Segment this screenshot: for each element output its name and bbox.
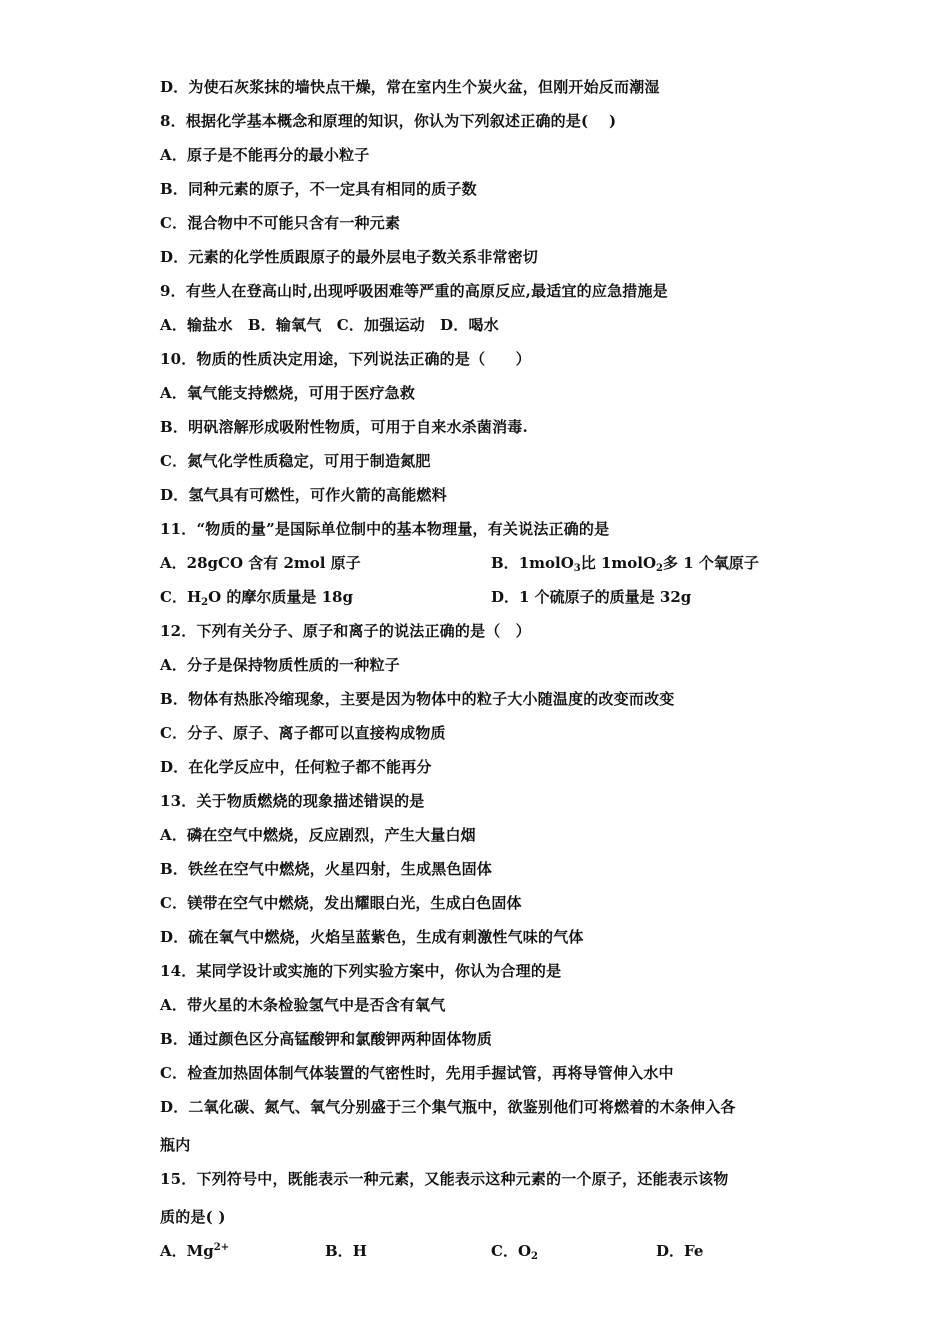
q15-option-b: B．H [325,1242,367,1260]
q15-option-d: D．Fe [656,1242,704,1260]
q9-options: A．输盐水 B．输氧气 C．加强运动 D．喝水 [160,316,499,334]
q14-option-b: B．通过颜色区分高锰酸钾和氯酸钾两种固体物质 [160,1030,493,1048]
q15-stem-continued: 质的是( ) [160,1208,226,1226]
q10-option-a: A．氧气能支持燃烧，可用于医疗急救 [160,384,416,402]
q11-option-d: D．1 个硫原子的质量是 32g [491,588,692,606]
q12-option-d: D．在化学反应中，任何粒子都不能再分 [160,758,432,776]
q12-option-a: A．分子是保持物质性质的一种粒子 [160,656,400,674]
q14-option-c: C．检查加热固体制气体装置的气密性时，先用手握试管，再将导管伸入水中 [160,1064,674,1082]
q14-option-d: D．二氧化碳、氮气、氧气分别盛于三个集气瓶中，欲鉴别他们可将燃着的木条伸入各 [160,1098,736,1116]
q8-stem: 8．根据化学基本概念和原理的知识，你认为下列叙述正确的是( ) [160,112,617,130]
q13-option-a: A．磷在空气中燃烧，反应剧烈，产生大量白烟 [160,826,476,844]
q13-option-b: B．铁丝在空气中燃烧，火星四射，生成黑色固体 [160,860,493,878]
q14-stem: 14．某同学设计或实施的下列实验方案中，你认为合理的是 [160,962,562,980]
q10-option-c: C．氮气化学性质稳定，可用于制造氮肥 [160,452,431,470]
q15-stem: 15．下列符号中，既能表示一种元素，又能表示这种元素的一个原子，还能表示该物 [160,1170,729,1188]
q10-option-d: D．氢气具有可燃性，可作火箭的高能燃料 [160,486,447,504]
q7-option-d: D．为使石灰浆抹的墙快点干燥，常在室内生个炭火盆，但刚开始反而潮湿 [160,78,660,96]
q15-option-a: A．$Mg^{2+}$ [160,1242,230,1260]
q10-stem: 10．物质的性质决定用途，下列说法正确的是（ ） [160,350,531,368]
q13-stem: 13．关于物质燃烧的现象描述错误的是 [160,792,425,810]
q8-option-a: A．原子是不能再分的最小粒子 [160,146,370,164]
q11-option-c: C．$H_2O$ 的摩尔质量是 18g [160,588,353,608]
q11-option-a: A．28gCO 含有 2mol 原子 [160,554,361,572]
q12-option-c: C．分子、原子、离子都可以直接构成物质 [160,724,446,742]
q10-option-b: B．明矾溶解形成吸附性物质，可用于自来水杀菌消毒. [160,418,528,436]
q11-option-b: B．1molO$_3$比 1molO$_2$多 1 个氧原子 [491,554,759,574]
q14-option-a: A．带火星的木条检验氢气中是否含有氧气 [160,996,446,1014]
q14-option-d-continued: 瓶内 [160,1136,191,1154]
q8-option-c: C．混合物中不可能只含有一种元素 [160,214,401,232]
q13-option-d: D．硫在氧气中燃烧，火焰呈蓝紫色，生成有刺激性气味的气体 [160,928,584,946]
q15-option-c: C．$O_2$ [491,1242,538,1262]
q8-option-b: B．同种元素的原子，不一定具有相同的质子数 [160,180,477,198]
q13-option-c: C．镁带在空气中燃烧，发出耀眼白光，生成白色固体 [160,894,522,912]
q12-stem: 12．下列有关分子、原子和离子的说法正确的是（ ） [160,622,531,640]
q8-option-d: D．元素的化学性质跟原子的最外层电子数关系非常密切 [160,248,539,266]
q12-option-b: B．物体有热胀冷缩现象，主要是因为物体中的粒子大小随温度的改变而改变 [160,690,675,708]
q11-stem: 11．“物质的量”是国际单位制中的基本物理量，有关说法正确的是 [160,520,610,538]
q9-stem: 9．有些人在登高山时,出现呼吸困难等严重的高原反应,最适宜的应急措施是 [160,282,668,300]
